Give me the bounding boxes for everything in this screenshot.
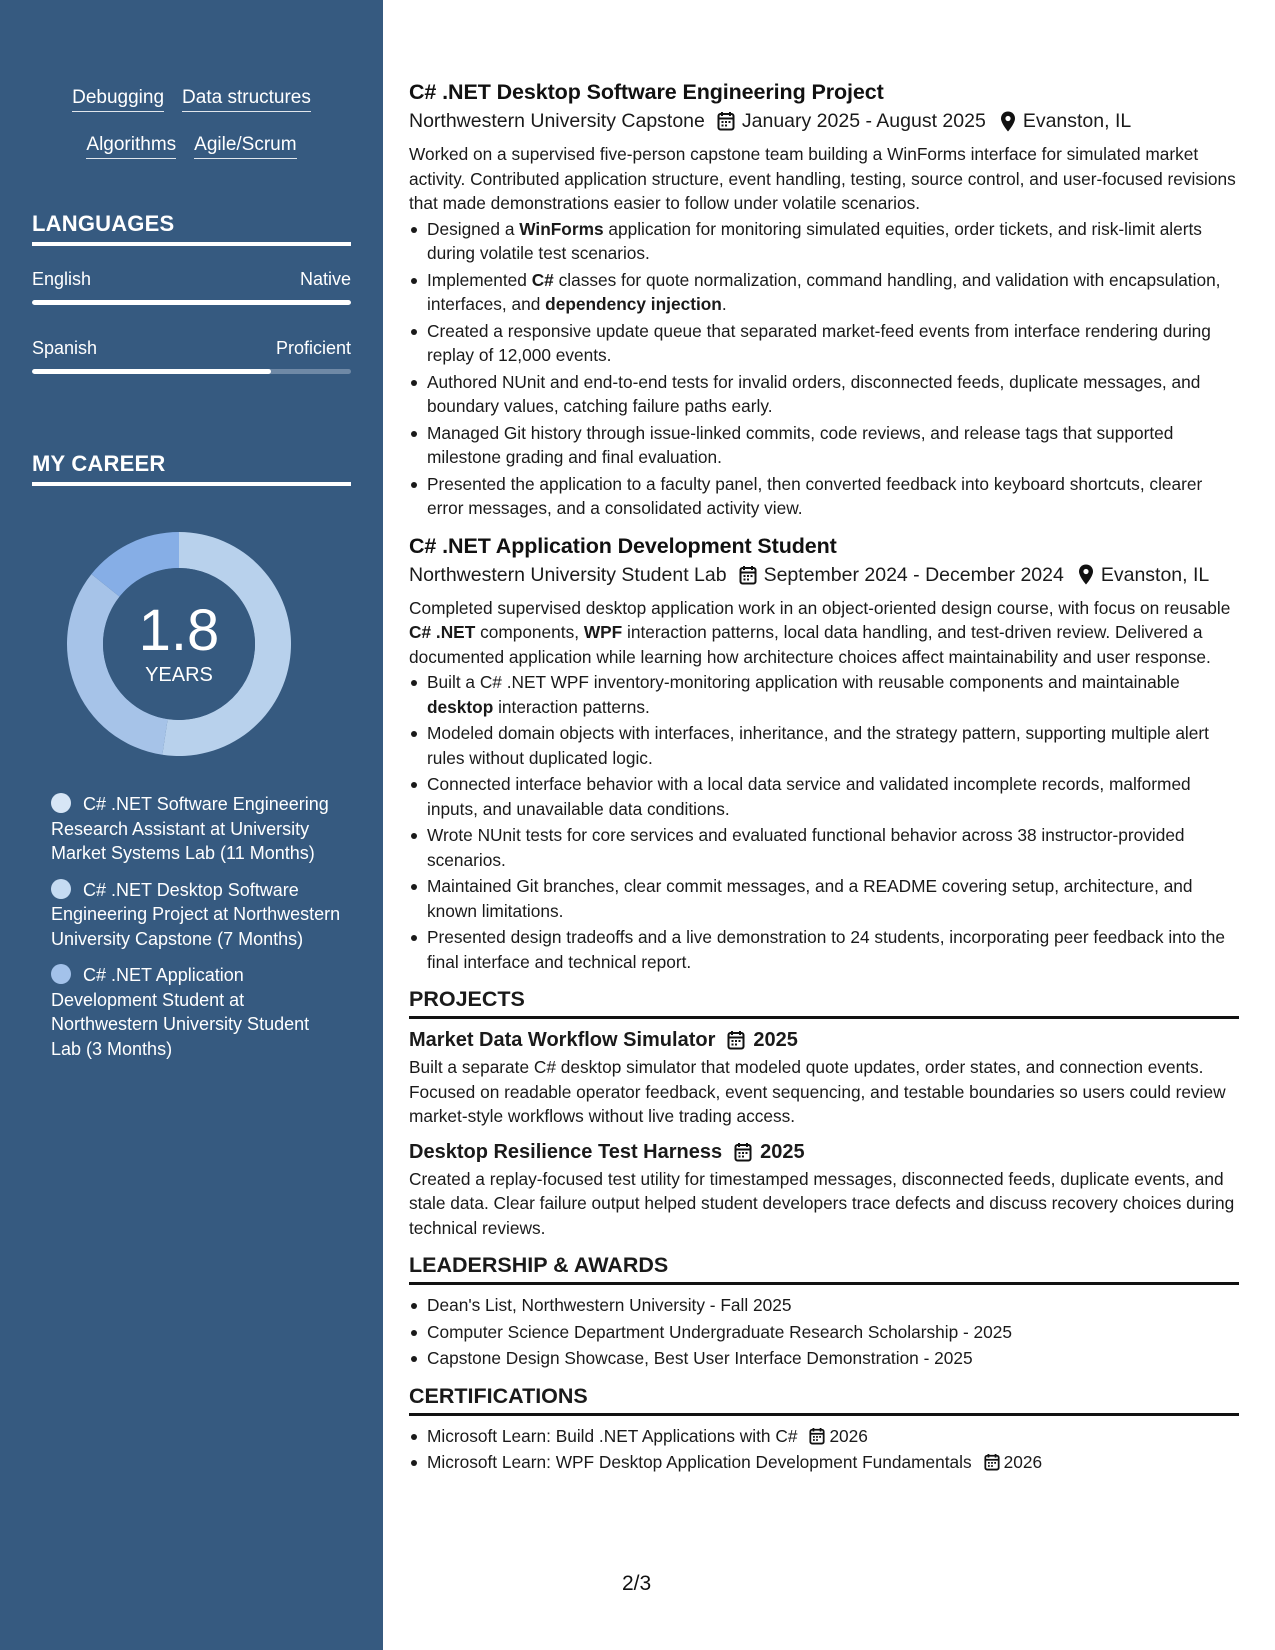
certification-name: Microsoft Learn: WPF Desktop Application Development Fundamentals <box>427 1452 972 1472</box>
language-bar-fill <box>32 369 271 374</box>
calendar-icon <box>727 1030 745 1050</box>
map-pin-icon <box>1078 564 1094 585</box>
section-title: LEADERSHIP & AWARDS <box>409 1252 1239 1285</box>
job-bullet: Presented design tradeoffs and a live demonstration to 24 students, incorporating peer feedback into the final interface and technical report. <box>409 925 1239 974</box>
career-years-value: 1.8 <box>138 598 220 663</box>
language-level: Proficient <box>275 338 351 358</box>
job-bullets <box>409 670 1239 974</box>
calendar-icon <box>734 1142 752 1162</box>
certifications-list <box>409 1424 1239 1475</box>
page-number: 2/3 <box>622 1572 652 1595</box>
job-organization: Northwestern University Student Lab <box>409 563 727 586</box>
skill-tag: Agile/Scrum <box>194 133 296 159</box>
job-bullet: Modeled domain objects with interfaces, inheritance, and the strategy pattern, supporting multiple alert rules without duplicated logic. <box>409 721 1239 770</box>
job-summary: Completed supervised desktop application work in an object-oriented design course, with focus on reusable C# .NET components, WPF interaction patterns, local data handling, and test-driven review. Delivered a documented application while learning how architecture choices affect maintainability and user response. <box>409 597 1231 667</box>
projects-section <box>409 986 1239 1240</box>
languages-heading: LANGUAGES <box>32 211 351 246</box>
career-legend-label: C# .NET Application Development Student at Northwestern University Student Lab (3 Months) <box>51 965 310 1059</box>
job-bullet: Built a C# .NET WPF inventory-monitoring application with reusable components and maintainable desktop interaction patterns. <box>409 670 1239 719</box>
skills-list <box>32 86 351 180</box>
job-bullet: Implemented C# classes for quote normalization, command handling, and validation with encapsulation, interfaces, and dependency injection. <box>409 268 1239 317</box>
job-summary: Worked on a supervised five-person capstone team building a WinForms interface for simulated market activity. Contributed application structure, event handling, testing, source control, and user-focused revisions that made demonstrations easier to follow under volatile scenarios. <box>409 144 1236 213</box>
career-legend-item <box>51 963 341 1061</box>
job-bullet: Maintained Git branches, clear commit messages, and a README covering setup, architecture, and known limitations. <box>409 874 1239 923</box>
certification-item <box>409 1424 1239 1449</box>
language-english <box>32 268 351 305</box>
job-bullet: Managed Git history through issue-linked commits, code reviews, and release tags that supported milestone grading and final evaluation. <box>409 421 1239 470</box>
legend-dot <box>51 793 71 813</box>
experience-entry <box>409 78 1239 521</box>
language-name: Spanish <box>32 338 98 358</box>
skill-tag: Debugging <box>72 86 164 112</box>
project-description: Built a separate C# desktop simulator that modeled quote updates, order states, and connection events. Focused on readable operator feedback, event sequencing, and testable boundaries so users could review market-style workflows without live trading access. <box>409 1057 1226 1126</box>
job-dates: January 2025 - August 2025 <box>741 110 986 132</box>
job-bullet: Designed a WinForms application for monitoring simulated equities, order tickets, and risk-limit alerts during volatile test scenarios. <box>409 217 1239 266</box>
calendar-icon <box>984 1453 1000 1471</box>
legend-dot <box>51 879 71 899</box>
certifications-section <box>409 1383 1239 1475</box>
job-title: C# .NET Application Development Student <box>409 533 837 558</box>
job-bullet: Presented the application to a faculty panel, then converted feedback into keyboard shortcuts, clearer error messages, and a consolidated activity view. <box>409 472 1239 521</box>
career-legend-item <box>51 792 341 866</box>
leadership-item: Dean's List, Northwestern University - Fall 2025 <box>409 1293 1239 1318</box>
map-pin-icon <box>1000 111 1016 132</box>
main-content <box>409 78 1239 1477</box>
job-meta <box>409 108 1239 134</box>
career-legend <box>51 792 341 1073</box>
experience-entry <box>409 532 1239 975</box>
skill-tag: Algorithms <box>86 133 176 159</box>
certification-year: 2026 <box>1003 1452 1043 1472</box>
job-dates: September 2024 - December 2024 <box>763 563 1064 586</box>
job-bullets <box>409 217 1239 521</box>
certification-year: 2026 <box>829 1425 868 1446</box>
language-name: English <box>32 269 92 289</box>
project-year: 2025 <box>753 1029 798 1051</box>
legend-dot <box>51 964 71 984</box>
career-donut <box>66 531 292 757</box>
project-title-row <box>409 1139 1239 1165</box>
leadership-item: Capstone Design Showcase, Best User Interface Demonstration - 2025 <box>409 1346 1239 1371</box>
language-bar-fill <box>32 300 351 305</box>
section-title: CERTIFICATIONS <box>409 1383 1239 1416</box>
project-description: Created a replay-focused test utility for timestamped messages, disconnected feeds, duplicate events, and stale data. Clear failure output helped student developers trace defects and discuss recovery choices during technical reviews. <box>409 1168 1235 1238</box>
job-organization: Northwestern University Capstone <box>409 110 705 132</box>
job-bullet: Authored NUnit and end-to-end tests for invalid orders, disconnected feeds, duplicate messages, and boundary values, catching failure paths early. <box>409 370 1239 419</box>
career-legend-item <box>51 878 341 952</box>
skill-tag: Data structures <box>182 86 311 112</box>
certification-item <box>409 1450 1239 1475</box>
leadership-list <box>409 1293 1239 1371</box>
sidebar <box>0 0 383 1650</box>
project-year: 2025 <box>760 1140 805 1163</box>
career-years-unit: YEARS <box>145 664 213 686</box>
leadership-section <box>409 1252 1239 1371</box>
project-title-row <box>409 1027 1239 1053</box>
calendar-icon <box>739 565 757 585</box>
job-bullet: Wrote NUnit tests for core services and evaluated functional behavior across 38 instructor-provided scenarios. <box>409 823 1239 872</box>
job-location: Evanston, IL <box>1100 563 1210 586</box>
language-spanish <box>32 337 351 374</box>
section-title: PROJECTS <box>409 986 1239 1019</box>
job-bullet: Connected interface behavior with a local data service and validated incomplete records, malformed inputs, and unavailable data conditions. <box>409 772 1239 821</box>
project-title: Desktop Resilience Test Harness <box>409 1140 723 1163</box>
project-title: Market Data Workflow Simulator <box>409 1029 716 1051</box>
career-legend-label: C# .NET Software Engineering Research Assistant at University Market Systems Lab (11 Months) <box>51 794 329 863</box>
leadership-item: Computer Science Department Undergraduate Research Scholarship - 2025 <box>409 1320 1239 1345</box>
career-heading: MY CAREER <box>32 451 351 486</box>
job-location: Evanston, IL <box>1022 110 1132 132</box>
language-bar <box>32 300 351 305</box>
calendar-icon <box>809 1427 825 1445</box>
language-level: Native <box>299 269 351 289</box>
language-bar <box>32 369 351 374</box>
career-legend-label: C# .NET Desktop Software Engineering Project at Northwestern University Capstone (7 Months) <box>51 879 341 949</box>
calendar-icon <box>717 111 735 131</box>
job-title: C# .NET Desktop Software Engineering Project <box>409 80 884 104</box>
job-meta <box>409 562 1239 588</box>
job-bullet: Created a responsive update queue that separated market-feed events from interface rendering during replay of 12,000 events. <box>409 319 1239 368</box>
certification-name: Microsoft Learn: Build .NET Applications with C# <box>427 1425 798 1446</box>
